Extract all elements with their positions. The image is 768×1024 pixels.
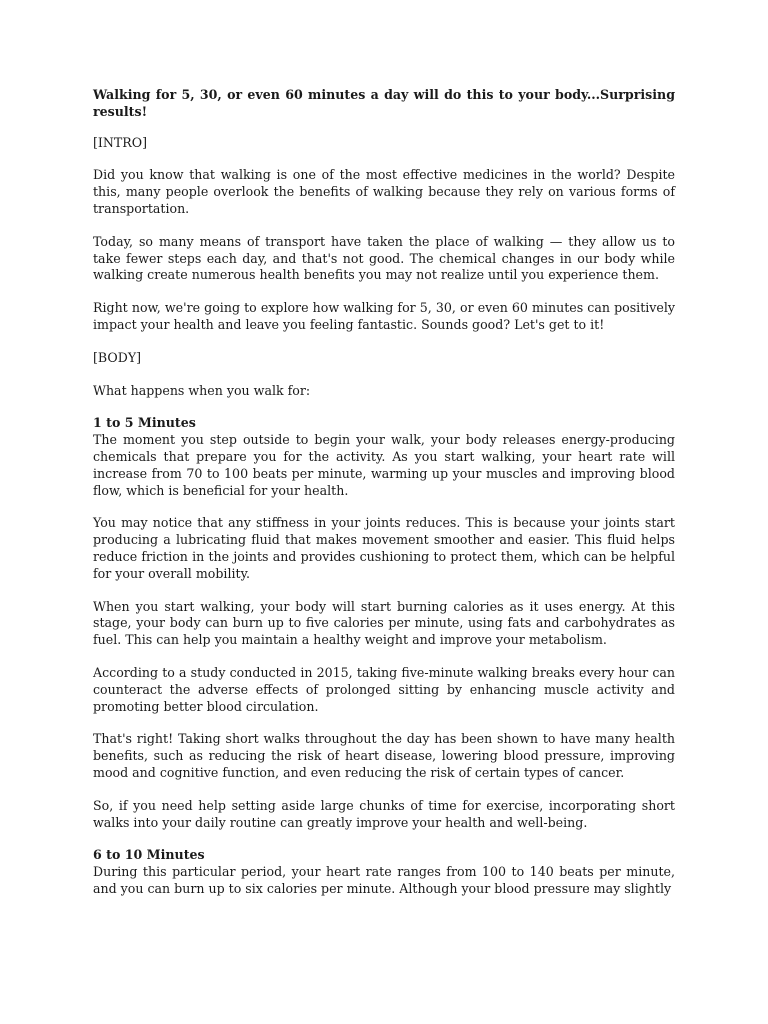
section-heading-6-to-10-minutes: 6 to 10 Minutes (93, 847, 205, 863)
section2-paragraph-1: During this particular period, your heart rate ranges from 100 to 140 beats per minute, and you can burn up to six calories per minute. Although your blood pressure may slightly (93, 864, 675, 896)
section1-paragraph-1: The moment you step outside to begin your walk, your body releases energy-producing chemicals that prepare you for the activity. As you start walking, your heart rate will increase from 70 to 100 beats per minute, warming up your muscles and improving blood flow, which is beneficial for your health. (93, 432, 675, 498)
section1-paragraph-5: That's right! Taking short walks throughout the day has been shown to have many health benefits, such as reducing the risk of heart disease, lowering blood pressure, improving mood and cognitive function, and even reducing the risk of certain types of cancer. (93, 731, 675, 780)
document-title: Walking for 5, 30, or even 60 minutes a day will do this to your body...Surprising results! (93, 87, 675, 119)
intro-paragraph-1: Did you know that walking is one of the most effective medicines in the world? Despite this, many people overlook the benefits of walking because they rely on various forms of transportation. (93, 167, 675, 216)
section1-paragraph-4: According to a study conducted in 2015, taking five-minute walking breaks every hour can counteract the adverse effects of prolonged sitting by enhancing muscle activity and promoting better blood circulation. (93, 664, 675, 714)
section-heading-1-to-5-minutes: 1 to 5 Minutes (93, 415, 196, 431)
intro-paragraph-2: Today, so many means of transport have taken the place of walking — they allow us to take fewer steps each day, and that's not good. The chemical changes in our body while walking create numerous health benefits you may not realize until you experience them. (93, 233, 675, 283)
body-tag: [BODY] (93, 349, 142, 365)
document-page (93, 87, 675, 914)
body-lead: What happens when you walk for: (93, 382, 311, 398)
intro-paragraph-3: Right now, we're going to explore how walking for 5, 30, or even 60 minutes can positively impact your health and leave you feeling fantastic. Sounds good? Let's get to it! (93, 300, 675, 332)
section1-paragraph-2: You may notice that any stiffness in your joints reduces. This is because your joints start producing a lubricating fluid that makes movement smoother and easier. This fluid helps reduce friction in the joints and provides cushioning to protect them, which can be helpful for your overall mobility. (93, 515, 675, 581)
section1-paragraph-6: So, if you need help setting aside large chunks of time for exercise, incorporating short walks into your daily routine can greatly improve your health and well-being. (93, 797, 675, 830)
intro-tag: [INTRO] (93, 134, 148, 150)
section1-paragraph-3: When you start walking, your body will start burning calories as it uses energy. At this stage, your body can burn up to five calories per minute, using fats and carbohydrates as fuel. This can help you maintain a healthy weight and improve your metabolism. (93, 598, 675, 648)
